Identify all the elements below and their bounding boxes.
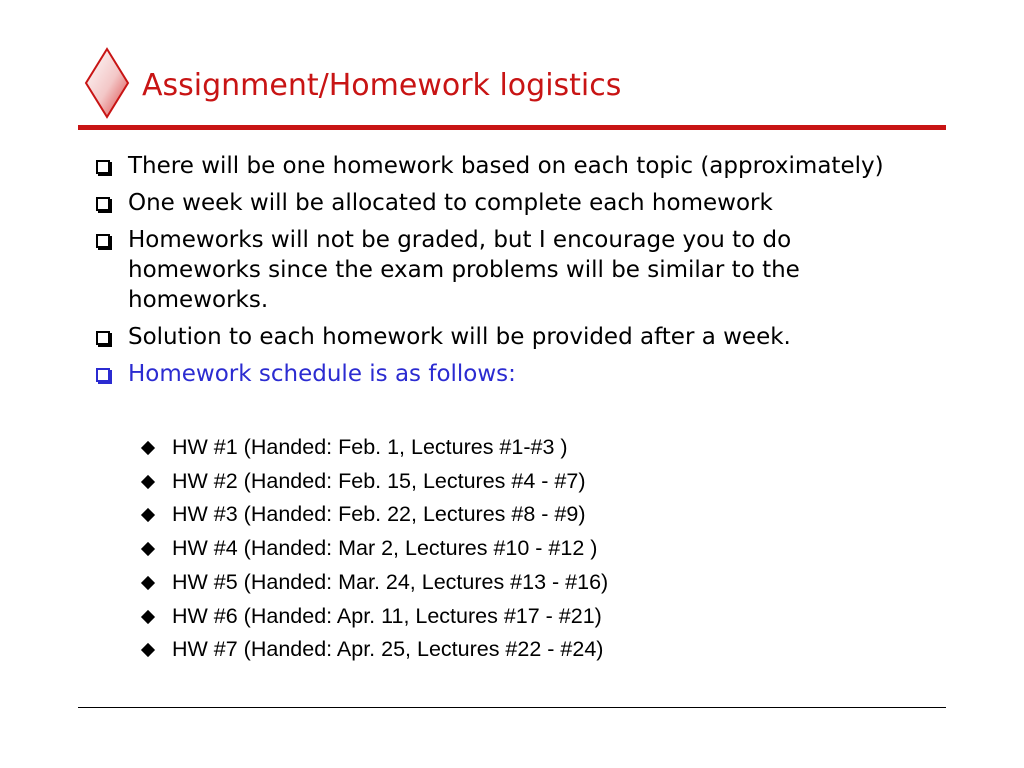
schedule-text: HW #2 (Handed: Feb. 15, Lectures #4 - #7) bbox=[172, 468, 586, 493]
diamond-bullet-icon bbox=[141, 542, 155, 556]
bullet-text: One week will be allocated to complete each homework bbox=[128, 190, 773, 216]
schedule-item bbox=[141, 566, 901, 600]
schedule-item bbox=[141, 498, 901, 532]
checkbox-bullet-icon bbox=[96, 160, 110, 174]
diamond-bullet-icon bbox=[141, 643, 155, 657]
schedule-item bbox=[141, 532, 901, 566]
schedule-item bbox=[141, 465, 901, 499]
bullet-text: Solution to each homework will be provided after a week. bbox=[128, 324, 791, 350]
bullet-item bbox=[96, 188, 926, 218]
checkbox-bullet-icon bbox=[96, 331, 110, 345]
footer-divider bbox=[78, 707, 946, 708]
slide-title: Assignment/Homework logistics bbox=[142, 68, 622, 103]
schedule-text: HW #3 (Handed: Feb. 22, Lectures #8 - #9) bbox=[172, 502, 586, 527]
schedule-text: HW #6 (Handed: Apr. 11, Lectures #17 - #21) bbox=[172, 603, 602, 628]
schedule-text: HW #5 (Handed: Mar. 24, Lectures #13 - #16) bbox=[172, 569, 609, 594]
bullet-item-schedule-heading bbox=[96, 359, 926, 389]
checkbox-bullet-icon bbox=[96, 234, 110, 248]
diamond-bullet-icon bbox=[141, 609, 155, 623]
red-diamond-icon bbox=[84, 47, 130, 119]
title-divider bbox=[78, 125, 946, 130]
schedule-item bbox=[141, 600, 901, 634]
diamond-bullet-icon bbox=[141, 508, 155, 522]
bullet-list bbox=[96, 151, 926, 396]
checkbox-bullet-icon bbox=[96, 368, 110, 382]
bullet-text: Homeworks will not be graded, but I encourage you to do homeworks since the exam problems will be similar to the homeworks. bbox=[128, 227, 800, 313]
schedule-item bbox=[141, 431, 901, 465]
diamond-bullet-icon bbox=[141, 576, 155, 590]
bullet-item bbox=[96, 225, 926, 315]
bullet-item bbox=[96, 322, 926, 352]
schedule-text: HW #1 (Handed: Feb. 1, Lectures #1-#3 ) bbox=[172, 435, 568, 459]
schedule-text: HW #7 (Handed: Apr. 25, Lectures #22 - #24) bbox=[172, 637, 604, 662]
diamond-bullet-icon bbox=[141, 475, 155, 489]
diamond-bullet-icon bbox=[141, 441, 155, 455]
bullet-text: Homework schedule is as follows: bbox=[128, 361, 516, 387]
schedule-item bbox=[141, 633, 901, 667]
checkbox-bullet-icon bbox=[96, 197, 110, 211]
schedule-list bbox=[141, 431, 901, 667]
bullet-text: There will be one homework based on each topic (approximately) bbox=[128, 153, 884, 179]
schedule-text: HW #4 (Handed: Mar 2, Lectures #10 - #12 ) bbox=[172, 536, 598, 561]
bullet-item bbox=[96, 151, 926, 181]
